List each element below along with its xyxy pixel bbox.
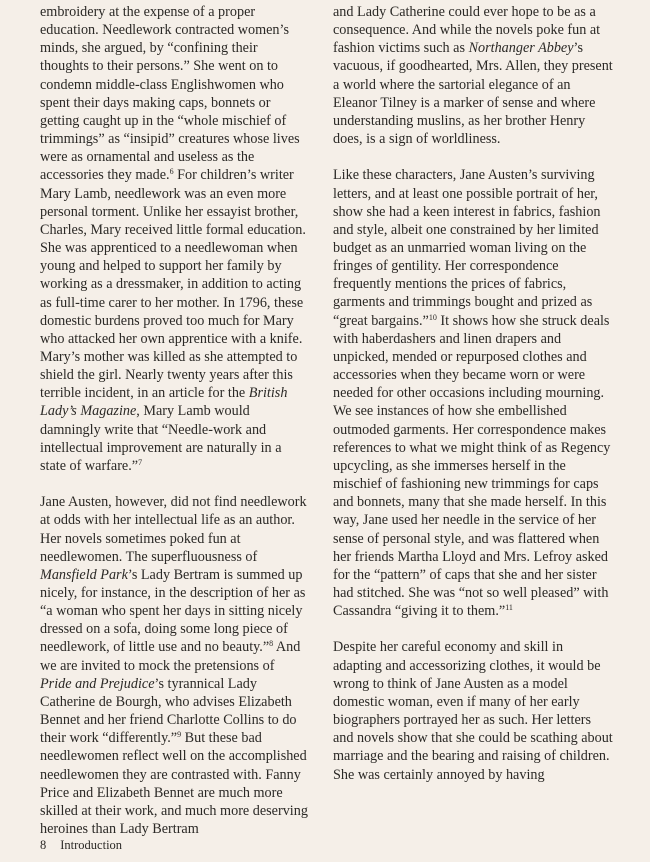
footnote-ref: 8 xyxy=(269,639,274,649)
text: But these bad needlewomen reflect well on the accomplished needlewomen they are contrasted with. Fanny Price and Elizabeth Bennet are much more skilled at their work, and much more deserving heroines than Lady Bertram xyxy=(40,730,308,838)
italic-title: Pride and Prejudice xyxy=(40,675,155,692)
text: ’s Lady Bertram is summed up nicely, for instance, in the description of her as “a woman who spent her days in sitting nicely dressed on a sofa, doing some long piece of needlework, of little use and no beauty.” xyxy=(40,566,306,656)
page-footer xyxy=(40,838,122,853)
footnote-ref: 9 xyxy=(177,730,182,740)
text: and Lady Catherine could ever hope to be as a consequence. And while the novels poke fun at fashion victims such as xyxy=(333,4,601,57)
text: , Mary Lamb would damningly write that “Needle-work and intellectual improvement are naturally in a state of warfare.” xyxy=(40,403,282,474)
running-head: Introduction xyxy=(60,838,123,852)
footnote-ref: 7 xyxy=(138,457,143,467)
paragraph xyxy=(40,493,308,838)
paragraph xyxy=(333,638,615,783)
text: embroidery at the expense of a proper education. Needlework contracted women’s minds, she argued, by “confining their thoughts to their persons.” She went on to condemn middle-class Englishwomen who spent their days making caps, bonnets or getting caught up in the “whole mischief of trimmings” as “insipid” creatures whose lives were as ornamental and useless as the accessories they made. xyxy=(40,4,300,184)
footnote-ref: 11 xyxy=(505,603,513,613)
text: And we are invited to mock the pretensions of xyxy=(40,639,301,674)
text: ’s tyrannical Lady Catherine de Bourgh, who advises Elizabeth Bennet and her friend Charlotte Collins to do their work “differently.” xyxy=(40,675,297,747)
page-number: 8 xyxy=(40,838,47,852)
left-column xyxy=(40,3,308,838)
text: For children’s writer Mary Lamb, needlework was an even more personal torment. Unlike her essayist brother, Charles, Mary received little formal education. She was apprenticed to a needlewoman when young and helped to support her family by working as a dressmaker, in addition to acting as full-time carer to her mother. In 1796, these domestic burdens proved too much for Mary who attacked her own apprentice with a knife. Mary’s mother was killed as she attempted to shield the girl. Nearly twenty years after this terrible incident, in an article for the xyxy=(40,167,306,402)
paragraph xyxy=(333,166,615,620)
text: Like these characters, Jane Austen’s surviving letters, and at least one possible portrait of her, show she had a keen interest in fabrics, fashion and style, albeit one constrained by her limited budget as an unmarried woman living on the fringes of gentility. Her correspondence frequently mentions the prices of fabrics, garments and trimmings bought and prized as “great bargains.” xyxy=(333,167,601,329)
text: It shows how she struck deals with haberdashers and linen drapers and unpicked, mended or repurposed clothes and accessories when they became worn or were needed for other occasions including mourning. We see instances of how she embellished outmoded garments. Her correspondence makes references to what we might think of as Regency upcycling, as she immerses herself in the mischief of fashioning new trimmings for caps and bonnets, many that she made herself. In this way, Jane used her needle in the service of her sense of personal style, and was flattered when her friends Martha Lloyd and Mrs. Lefroy asked for the “pattern” of caps that she and her sister had stitched. She was “not so well pleased” with Cassandra “giving it to them.” xyxy=(333,312,611,620)
italic-title: Northanger Abbey xyxy=(468,40,574,57)
footnote-ref: 10 xyxy=(428,312,437,322)
text: Jane Austen, however, did not find needlework at odds with her intellectual life as an author. Her novels sometimes poked fun at needlewomen. The superfluousness of xyxy=(40,494,307,565)
italic-title: Mansfield Park xyxy=(40,566,128,583)
text: ’s vacuous, if goodhearted, Mrs. Allen, they present a world where the sartorial elegance of an Eleanor Tilney is a marker of sense and where understanding muslins, as her brother Henry does, is a sign of worldliness. xyxy=(333,40,613,148)
paragraph xyxy=(40,3,308,475)
text: Despite her careful economy and skill in adapting and accessorizing clothes, it would be wrong to think of Jane Austen as a model domestic woman, even if many of her early biographers portrayed her as such. Her letters and novels show that she could be scathing about marriage and the bearing and raising of children. She was certainly annoyed by having xyxy=(333,639,613,783)
paragraph xyxy=(333,3,615,148)
footnote-ref: 6 xyxy=(169,167,174,177)
italic-title: British Lady’s Magazine xyxy=(40,385,288,420)
right-column xyxy=(333,3,615,784)
